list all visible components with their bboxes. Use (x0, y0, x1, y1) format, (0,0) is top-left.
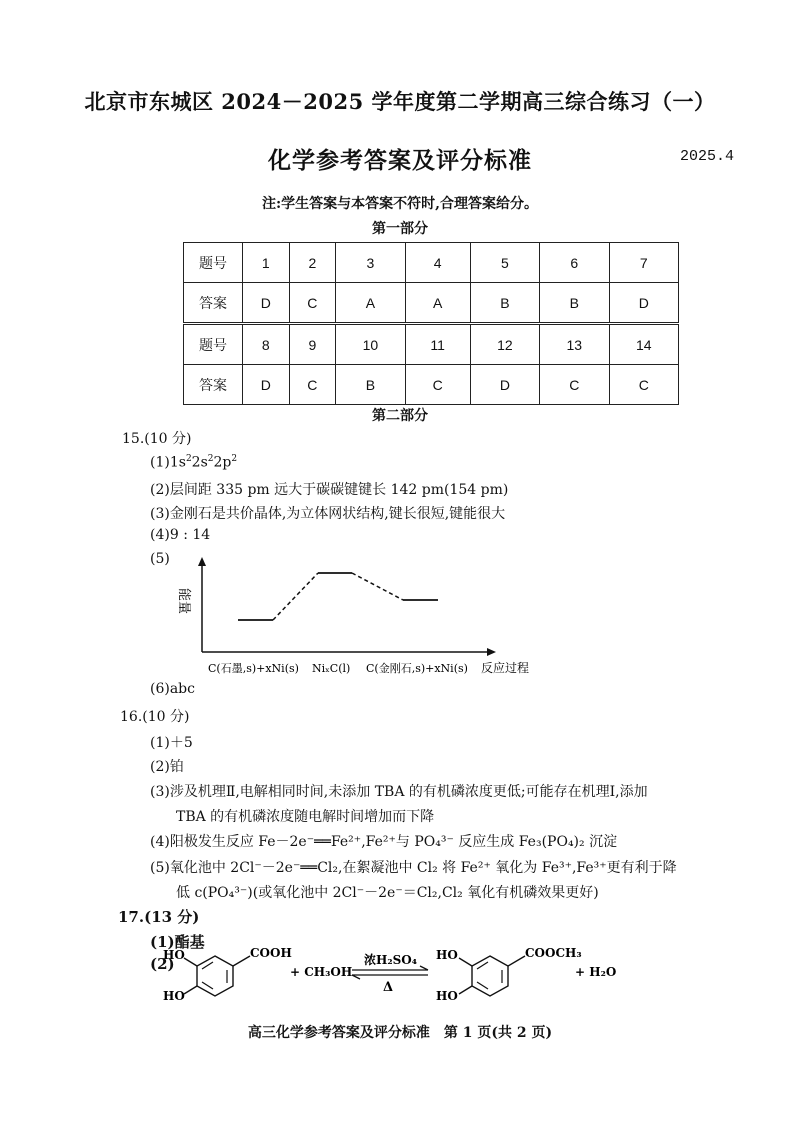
table-cell: 3 (336, 243, 405, 283)
text-fragment: (1)1s (150, 454, 186, 471)
hydroxyl-label: HO (436, 989, 458, 1003)
table-cell: 9 (289, 324, 336, 365)
text-fragment: 2s (191, 454, 208, 471)
table-cell: 14 (609, 324, 678, 365)
heat-symbol: Δ (383, 980, 394, 995)
page-title: 北京市东城区 2024－2025 学年度第二学期高三综合练习（一） (84, 89, 716, 114)
q15-answer-1 (150, 454, 237, 471)
q16-answer-3-line2: TBA 的有机磷浓度随电解时间增加而下降 (176, 809, 435, 825)
table-cell: 5 (470, 243, 539, 283)
date-label: 2025.4 (680, 148, 735, 165)
superscript: 2 (231, 454, 238, 464)
table-cell: 7 (609, 243, 678, 283)
table-cell: A (405, 283, 470, 324)
table-cell: D (243, 283, 290, 324)
transition-up (273, 573, 318, 620)
q15-answer-3: (3)金刚石是共价晶体,为立体网状结构,键长很短,键能很大 (150, 506, 506, 522)
table-row-questions-2 (184, 324, 679, 365)
catalyst-label: 浓H₂SO₄ (364, 953, 417, 967)
q15-answer-4: (4)9 : 14 (150, 527, 211, 543)
q16-answer-5-line1: (5)氧化池中 2Cl⁻－2e⁻══Cl₂,在絮凝池中 Cl₂ 将 Fe²⁺ 氧化为 Fe³⁺,Fe³⁺更有利于降 (150, 860, 677, 876)
row-label-question: 题号 (184, 324, 243, 365)
table-cell: 6 (540, 243, 609, 283)
table-cell: D (243, 365, 290, 405)
table-cell: 13 (540, 324, 609, 365)
page-subtitle: 化学参考答案及评分标准 (268, 147, 532, 174)
table-cell: 2 (289, 243, 336, 283)
superscript: 2 (185, 454, 192, 464)
q16-answer-1: (1)＋5 (150, 735, 193, 751)
table-cell: C (609, 365, 678, 405)
table-cell: 12 (470, 324, 539, 365)
bond (459, 958, 472, 966)
table-cell: B (540, 283, 609, 324)
x-label-diamond: C(金刚石,s)+xNi(s) (366, 662, 468, 675)
x-label-intermediate: NiₓC(l) (312, 662, 351, 675)
q16-answer-5-line2: 低 c(PO₄³⁻)(或氧化池中 2Cl⁻－2e⁻＝Cl₂,Cl₂ 氧化有机磷效果更好) (176, 885, 599, 901)
superscript: 2 (207, 454, 214, 464)
table-cell: 1 (243, 243, 290, 283)
table-row-questions-1 (184, 243, 679, 283)
water-label: + H₂O (575, 965, 617, 979)
q15-heading: 15.(10 分) (122, 431, 192, 447)
x-axis-label: 反应过程 (481, 661, 530, 675)
row-label-question: 题号 (184, 243, 243, 283)
q17-answer-1: (1)酯基 (150, 933, 205, 951)
ester-group-label: COOCH₃ (525, 946, 582, 960)
q16-answer-4: (4)阳极发生反应 Fe－2e⁻══Fe²⁺,Fe²⁺与 PO₄³⁻ 反应生成 Fe₃(PO₄)₂ 沉淀 (150, 834, 618, 850)
table-cell: A (336, 283, 405, 324)
bond (184, 986, 197, 994)
hydroxyl-label: HO (163, 989, 185, 1003)
row-label-answer: 答案 (184, 365, 243, 405)
q16-answer-2: (2)铂 (150, 759, 184, 775)
table-row-answers-1 (184, 283, 679, 324)
table-cell: C (289, 283, 336, 324)
table-cell: B (336, 365, 405, 405)
bond (459, 986, 472, 994)
q17-heading: 17.(13 分) (118, 908, 200, 926)
ring-double-bond (202, 982, 213, 989)
table-cell: D (609, 283, 678, 324)
methanol-label: + CH₃OH (290, 965, 353, 979)
bond (184, 958, 197, 966)
table-row-answers-2 (184, 365, 679, 405)
hydroxyl-label: HO (163, 948, 185, 962)
table-cell: 8 (243, 324, 290, 365)
energy-diagram (170, 555, 600, 680)
table-cell: D (470, 365, 539, 405)
grading-note: 注:学生答案与本答案不符时,合理答案给分。 (261, 196, 539, 212)
table-cell: 10 (336, 324, 405, 365)
part2-heading: 第二部分 (372, 408, 428, 424)
table-cell: C (540, 365, 609, 405)
q16-answer-3-line1: (3)涉及机理Ⅱ,电解相同时间,未添加 TBA 的有机磷浓度更低;可能存在机理Ⅰ,添加 (150, 784, 648, 800)
transition-down (352, 573, 403, 600)
y-axis-arrow (198, 557, 206, 566)
q15-answer-5: (5) (150, 551, 170, 567)
table-cell: B (470, 283, 539, 324)
reactant-benzene-ring (197, 956, 233, 996)
x-axis-arrow (487, 648, 496, 656)
q15-answer-6: (6)abc (150, 681, 195, 697)
q16-heading: 16.(10 分) (120, 709, 190, 725)
part1-heading: 第一部分 (372, 221, 428, 237)
hydroxyl-label: HO (436, 948, 458, 962)
row-label-answer: 答案 (184, 283, 243, 324)
x-label-graphite: C(石墨,s)+xNi(s) (208, 662, 299, 675)
ring-double-bond (477, 982, 488, 989)
table-cell: C (405, 365, 470, 405)
bond (233, 956, 250, 966)
esterification-scheme (160, 942, 640, 1014)
table-cell: 11 (405, 324, 470, 365)
bond (508, 956, 525, 966)
q15-answer-2: (2)层间距 335 pm 远大于碳碳键键长 142 pm(154 pm) (150, 482, 509, 498)
text-fragment: 2p (213, 454, 232, 471)
answer-table (183, 242, 679, 405)
carboxyl-group-label: COOH (250, 946, 292, 960)
q17-answer-2: (2) (150, 955, 175, 973)
page-footer: 高三化学参考答案及评分标准 第 1 页(共 2 页) (247, 1025, 553, 1041)
table-cell: C (289, 365, 336, 405)
table-cell: 4 (405, 243, 470, 283)
y-axis-label: 能量 (176, 588, 191, 615)
